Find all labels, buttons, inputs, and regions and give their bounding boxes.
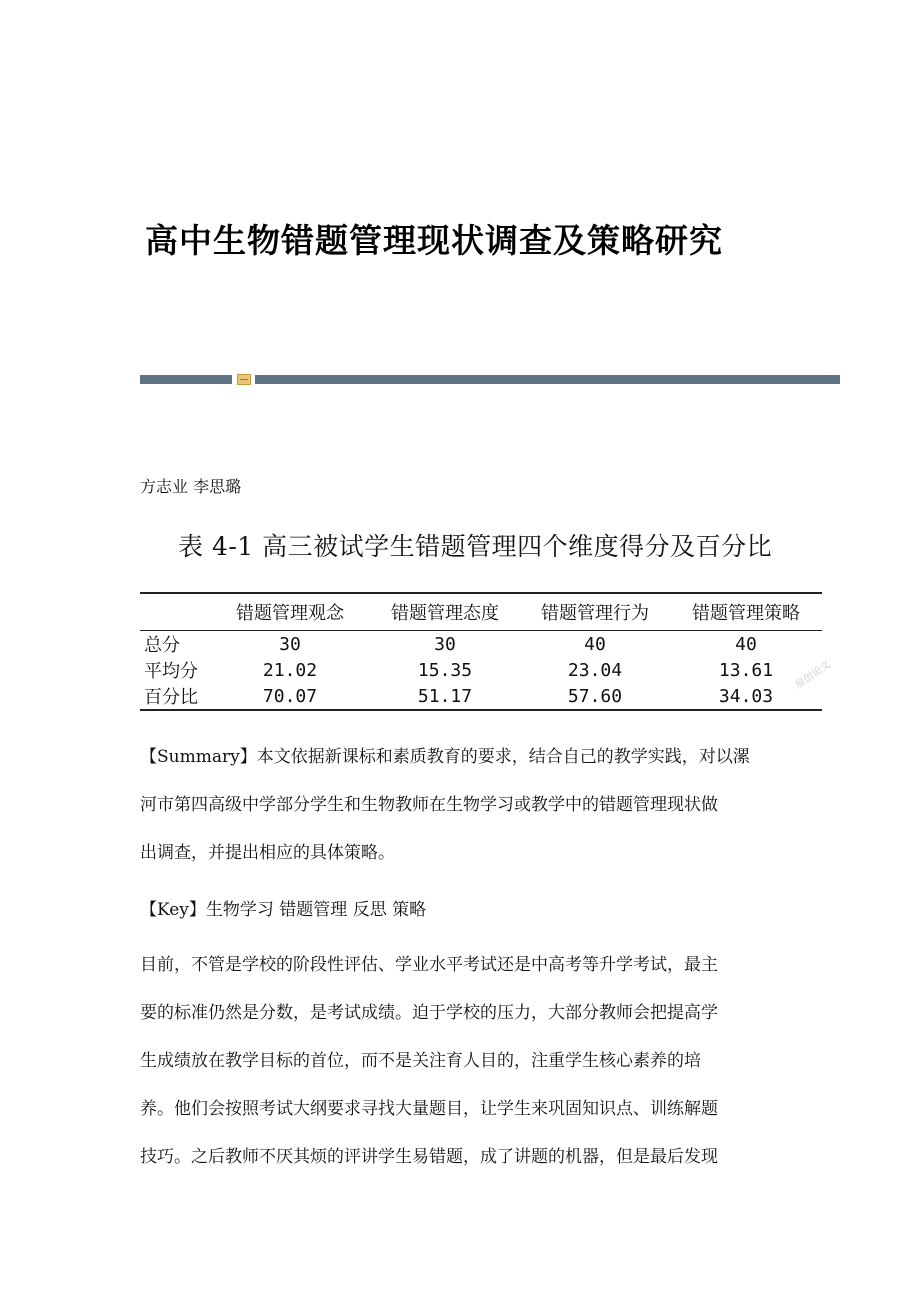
table-cell: 15.35 bbox=[417, 659, 473, 681]
table-cell: 40 bbox=[584, 633, 606, 655]
table-cell: 30 bbox=[279, 633, 301, 655]
summary-line: 【Summary】本文依据新课标和素质教育的要求，结合自己的教学实践，对以漯 bbox=[140, 747, 750, 767]
summary-line: 河市第四高级中学部分学生和生物教师在生物学习或教学中的错题管理现状做 bbox=[140, 795, 718, 815]
table-caption: 表 4-1 高三被试学生错题管理四个维度得分及百分比 bbox=[178, 532, 773, 561]
table-row bbox=[140, 657, 822, 683]
divider-left-segment bbox=[140, 375, 232, 384]
table-header-cell: 错题管理态度 bbox=[370, 594, 520, 631]
keywords-line: 【Key】生物学习 错题管理 反思 策略 bbox=[140, 900, 427, 920]
body-line: 养。他们会按照考试大纲要求寻找大量题目，让学生来巩固知识点、训练解题 bbox=[140, 1099, 718, 1119]
table-header-cell: 错题管理策略 bbox=[670, 594, 822, 631]
table-header-cell: 错题管理行为 bbox=[520, 594, 670, 631]
row-label: 总分 bbox=[144, 635, 180, 656]
table-cell: 70.07 bbox=[262, 685, 318, 707]
table-header-row bbox=[140, 594, 822, 631]
divider-right-segment bbox=[255, 375, 840, 384]
table-cell: 23.04 bbox=[567, 659, 623, 681]
table-header-cell bbox=[140, 594, 210, 631]
table-cell: 57.60 bbox=[567, 685, 623, 707]
row-label: 平均分 bbox=[144, 661, 198, 682]
row-label: 百分比 bbox=[144, 687, 198, 708]
table-header-cell: 错题管理观念 bbox=[210, 594, 370, 631]
title-divider bbox=[140, 375, 840, 384]
divider-badge-icon bbox=[237, 374, 251, 385]
table-row bbox=[140, 631, 822, 658]
table-cell: 34.03 bbox=[718, 685, 774, 707]
summary-paragraph bbox=[140, 733, 780, 877]
table-cell: 40 bbox=[735, 633, 757, 655]
authors: 方志业 李思璐 bbox=[140, 477, 242, 496]
table-row bbox=[140, 683, 822, 709]
body-line: 生成绩放在教学目标的首位，而不是关注育人目的，注重学生核心素养的培 bbox=[140, 1051, 701, 1071]
table-cell: 21.02 bbox=[262, 659, 318, 681]
table-watermark: 原创论文 bbox=[793, 659, 833, 692]
score-table bbox=[140, 592, 822, 711]
body-line: 技巧。之后教师不厌其烦的评讲学生易错题，成了讲题的机器，但是最后发现 bbox=[140, 1147, 718, 1167]
summary-line: 出调查，并提出相应的具体策略。 bbox=[140, 843, 395, 863]
document-title: 高中生物错题管理现状调查及策略研究 bbox=[145, 221, 723, 260]
table-cell: 51.17 bbox=[417, 685, 473, 707]
body-line: 目前，不管是学校的阶段性评估、学业水平考试还是中高考等升学考试，最主 bbox=[140, 955, 718, 975]
body-paragraph bbox=[140, 941, 780, 1181]
table-cell: 30 bbox=[434, 633, 456, 655]
table-cell: 13.61 bbox=[718, 659, 774, 681]
keywords-paragraph bbox=[140, 886, 780, 934]
body-line: 要的标准仍然是分数，是考试成绩。迫于学校的压力，大部分教师会把提高学 bbox=[140, 1003, 718, 1023]
